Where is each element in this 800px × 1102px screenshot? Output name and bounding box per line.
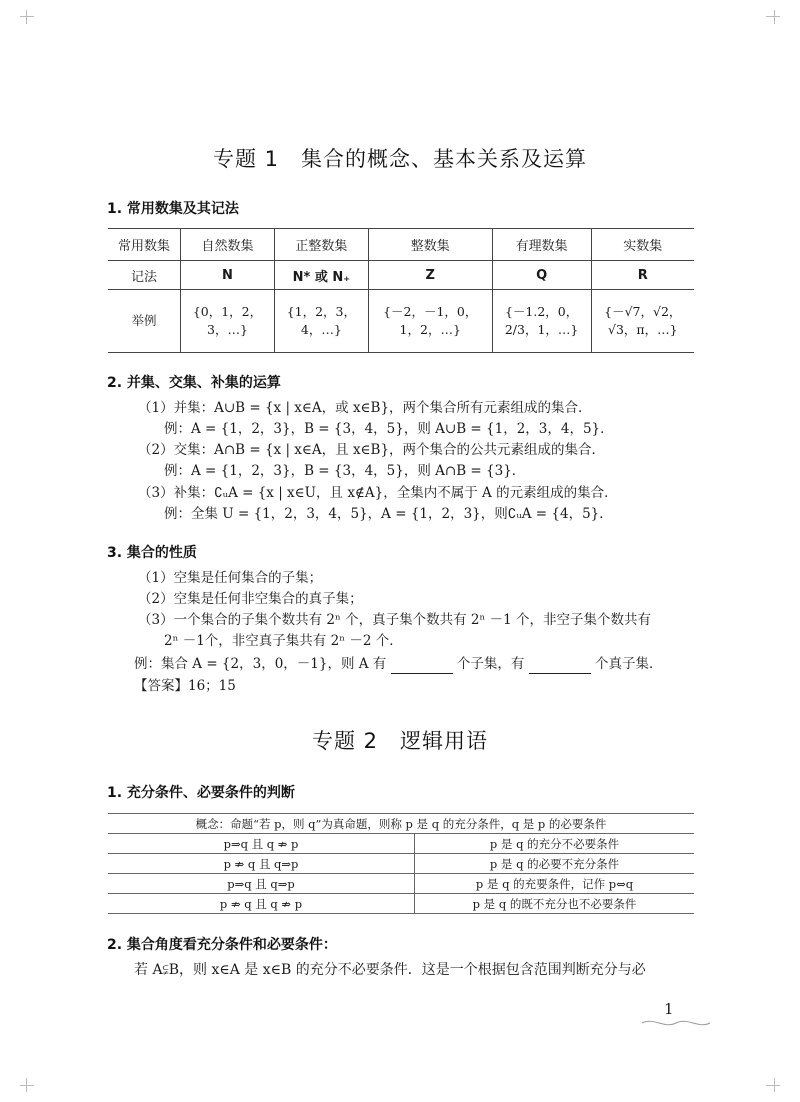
table-cell: p 是 q 的充分不必要条件 (415, 834, 695, 854)
intersection-example: 例：A = {1，2，3}，B = {3，4，5}，则 A∩B = {3}． (164, 463, 526, 479)
number-sets-table (108, 228, 694, 353)
table-cell: p ⇏ q 且 q ⇏ p (108, 894, 415, 914)
example-line: {－2，－1，0， (383, 304, 478, 319)
table-cell: p⇒q 且 q ⇏ p (108, 834, 415, 854)
table-row (108, 229, 694, 261)
section1-title: 专题 1 集合的概念、基本关系及运算 (212, 147, 588, 171)
section2-title: 专题 2 逻辑用语 (311, 729, 489, 753)
example-line: {1，2，3， (286, 304, 357, 319)
crop-mark (774, 10, 775, 24)
answer-blank (529, 659, 591, 674)
table-cell: 常用数集 (108, 229, 181, 261)
example-text: 个子集，有 (456, 656, 525, 672)
example-line: 1，2，…} (399, 322, 461, 337)
crop-mark (766, 16, 780, 17)
table-cell: 举例 (108, 290, 181, 353)
complement-example: 例：全集 U = {1，2，3，4，5}，A = {1，2，3}，则∁ᵤA = {4，5}． (164, 506, 613, 522)
table-cell: 整数集 (368, 229, 492, 261)
union-example: 例：A = {1，2，3}，B = {3，4，5}，则 A∪B = {1，2，3，4，5}． (164, 421, 614, 437)
heading-conditions: 1. 充分条件、必要条件的判断 (107, 785, 295, 801)
table-row (108, 834, 694, 854)
table-cell (181, 290, 275, 353)
property-3: （3）一个集合的子集个数共有 2ⁿ 个，真子集个数共有 2ⁿ －1 个，非空子集个数共有 (138, 612, 651, 628)
table-row (108, 854, 694, 874)
crop-mark (20, 16, 34, 17)
body-text: 若 A⫋B，则 x∈A 是 x∈B 的充分不必要条件．这是一个根据包含范围判断充分与必 (134, 962, 646, 978)
table-row (108, 874, 694, 894)
table-row (108, 290, 694, 353)
table-cell: 概念：命题“若 p，则 q”为真命题，则称 p 是 q 的充分条件，q 是 p 的必要条件 (108, 814, 694, 834)
conditions-table (108, 813, 694, 914)
example-line: {0，1，2， (192, 304, 263, 319)
answer: 【答案】16；15 (134, 678, 236, 694)
heading-set-properties: 3. 集合的性质 (107, 545, 197, 561)
table-cell: p 是 q 的必要不充分条件 (415, 854, 695, 874)
table-cell: 实数集 (591, 229, 694, 261)
table-cell: 记法 (108, 261, 181, 290)
heading-set-perspective: 2. 集合角度看充分条件和必要条件： (107, 937, 337, 953)
example-line: {－√7，√2， (604, 304, 682, 319)
crop-mark (26, 10, 27, 24)
table-cell: N* 或 N₊ (274, 261, 368, 290)
property-1: （1）空集是任何集合的子集； (138, 570, 323, 586)
heading-number-sets: 1. 常用数集及其记法 (107, 201, 239, 217)
table-cell: R (591, 261, 694, 290)
answer-blank (391, 659, 453, 674)
table-cell: p⇒q 且 q⇒p (108, 874, 415, 894)
table-cell: Z (368, 261, 492, 290)
example-line: √3，π，…} (608, 322, 678, 337)
property-3-cont: 2ⁿ －1个，非空真子集共有 2ⁿ －2 个． (164, 633, 403, 649)
table-cell: N (181, 261, 275, 290)
table-cell: Q (492, 261, 591, 290)
table-cell (492, 290, 591, 353)
table-cell (591, 290, 694, 353)
crop-mark (766, 1085, 780, 1086)
example-line: 4，…} (300, 322, 342, 337)
table-row (108, 894, 694, 914)
example-line: 3，…} (207, 322, 248, 337)
page-flourish (640, 1016, 712, 1030)
heading-set-operations: 2. 并集、交集、补集的运算 (107, 375, 281, 391)
complement-def: （3）补集：∁ᵤA = {x | x∈U，且 x∉A}，全集内不属于 A 的元素组成的集合． (138, 485, 618, 501)
example-text: 例：集合 A = {2，3，0，－1}，则 A 有 (134, 656, 387, 672)
table-row (108, 261, 694, 290)
example-line: {－1.2，0， (504, 304, 579, 319)
table-cell (274, 290, 368, 353)
example-question (134, 654, 663, 674)
example-text: 个真子集． (595, 656, 663, 672)
property-2: （2）空集是任何非空集合的真子集； (138, 591, 363, 607)
table-cell: p ⇏ q 且 q⇒p (108, 854, 415, 874)
intersection-def: （2）交集：A∩B = {x | x∈A，且 x∈B}，两个集合的公共元素组成的集合． (138, 442, 606, 458)
table-cell: 有理数集 (492, 229, 591, 261)
table-cell: 正整数集 (274, 229, 368, 261)
table-cell: p 是 q 的充要条件，记作 p⇔q (415, 874, 695, 894)
example-line: 2/3，1，…} (504, 322, 579, 337)
page-number: 1 (664, 1000, 674, 1018)
crop-mark (20, 1085, 34, 1086)
table-cell (368, 290, 492, 353)
table-row (108, 814, 694, 834)
union-def: （1）并集：A∪B = {x | x∈A，或 x∈B}，两个集合所有元素组成的集合． (138, 400, 592, 416)
table-cell: 自然数集 (181, 229, 275, 261)
table-cell: p 是 q 的既不充分也不必要条件 (415, 894, 695, 914)
